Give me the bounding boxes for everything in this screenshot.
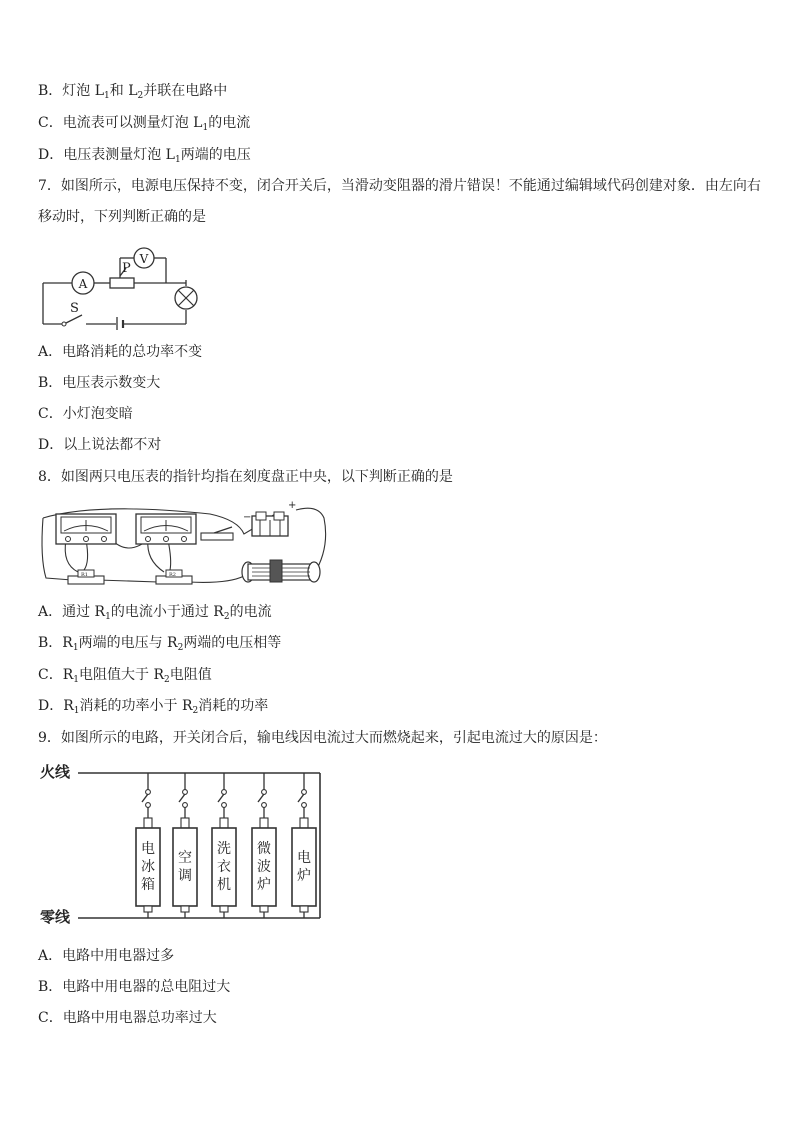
branch-switch-icon [298,790,306,808]
appliance-branches [136,773,316,918]
appliance-box [292,828,316,906]
appliance-label-char: 电 [297,850,311,866]
resistor-r2-label: R2 [169,572,176,578]
switch-label: S [70,301,79,316]
appliance-branch [136,773,160,918]
branch-switch-icon [218,790,226,808]
appliance-branch [252,773,276,918]
rheostat-icon [242,560,320,582]
live-wire-label: 火线 [40,763,71,781]
q9-household-circuit-figure [38,762,328,924]
neutral-wire-label: 零线 [40,908,71,924]
battery-plus-label: + [288,500,297,511]
q7-circuit-figure [38,238,208,330]
q7-option-a: A．电路消耗的总功率不变 [38,344,203,360]
q8-option-c: C．$R_1$电阻值大于 $R_2$电阻值 [38,667,212,685]
battery-minus-label: − [243,512,252,523]
q7-stem-line1: 7．如图所示，电源电压保持不变，闭合开关后，当滑动变阻器的滑片错误！不能通过编辑域代码创建对象．由左向右 [38,178,761,194]
q9-option-c: C．电路中用电器总功率过大 [38,1010,217,1026]
appliance-branch [212,773,236,918]
voltmeter-2-icon [136,514,196,544]
appliance-label-char: 波 [257,859,271,875]
appliance-label-char: 机 [217,877,231,893]
q8-stem: 8．如图两只电压表的指针均指在刻度盘正中央，以下判断正确的是 [38,469,453,485]
appliance-label-char: 冰 [141,859,155,875]
q7-option-c: C．小灯泡变暗 [38,406,133,422]
appliance-label-char: 空 [178,850,192,866]
q9-option-a: A．电路中用电器过多 [38,948,175,964]
switch-icon [201,527,233,540]
appliance-label-char: 箱 [141,877,155,893]
q9-stem: 9．如图所示的电路，开关闭合后，输电线因电流过大而燃烧起来，引起电流过大的原因是： [38,730,607,746]
appliance-label-char: 微 [257,841,271,857]
q6-option-b: B．灯泡 $L_1$和 $L_2$并联在电路中 [38,83,228,101]
switch-contact [62,322,66,326]
resistor-r1-label: R1 [81,572,88,578]
slider-label: P [122,261,131,276]
voltmeter-1-icon [56,514,116,544]
branch-switch-icon [142,790,150,808]
voltmeter-label: V [139,252,149,266]
branch-switch-icon [258,790,266,808]
branch-switch-icon [179,790,187,808]
appliance-label-char: 衣 [217,859,231,875]
appliance-box [173,828,197,906]
appliance-label-char: 炉 [257,877,271,893]
appliance-label-char: 电 [141,841,155,857]
q7-option-d: D．以上说法都不对 [38,437,162,453]
q6-option-d: D．电压表测量灯泡 $L_1$两端的电压 [38,147,251,165]
appliance-label-char: 调 [178,868,192,884]
ammeter-label: A [78,277,88,291]
q6-option-c: C．电流表可以测量灯泡 $L_1$的电流 [38,115,251,133]
battery-icon [252,512,288,536]
q9-option-b: B．电路中用电器的总电阻过大 [38,979,231,995]
q7-option-b: B．电压表示数变大 [38,375,161,391]
q7-stem-line2: 移动时，下列判断正确的是 [38,209,206,225]
q8-option-b: B．$R_1$两端的电压与 $R_2$两端的电压相等 [38,635,282,653]
appliance-label-char: 洗 [217,841,231,857]
appliance-label-char: 炉 [297,868,311,884]
appliance-branch [292,773,316,918]
q8-option-d: D．$R_1$消耗的功率小于 $R_2$消耗的功率 [38,698,269,716]
lamp-icon [175,287,197,309]
rheostat-icon [110,278,134,288]
appliance-branch [173,773,197,918]
q8-option-a: A．通过 $R_1$的电流小于通过 $R_2$的电流 [38,604,272,622]
q8-voltmeters-figure [38,498,334,592]
